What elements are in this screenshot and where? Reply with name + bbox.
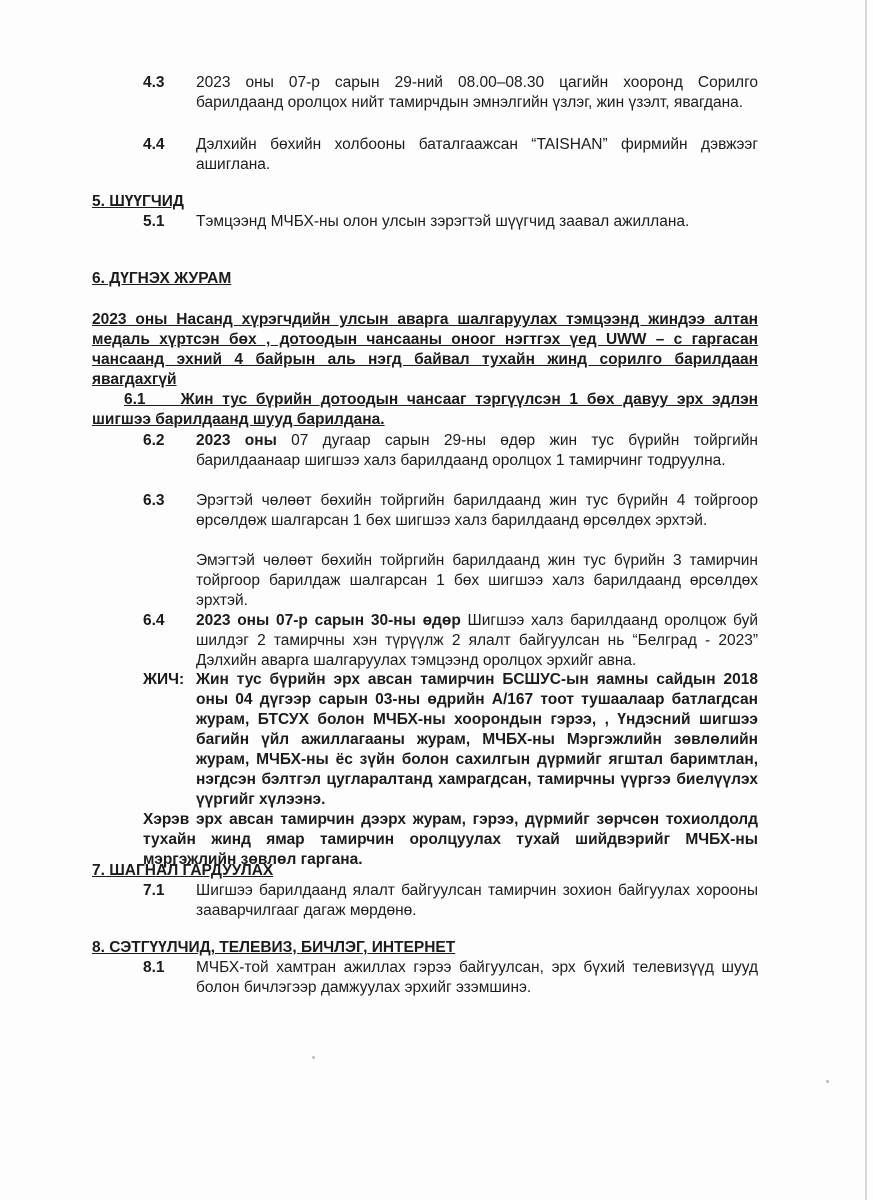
clause-text: Жин тус бүрийн дотоодын чансааг тэргүүлсэн 1 бөх давуу эрх эдлэн шигшээ барилдаанд шууд барилдана. [92,391,759,428]
clause-text: Шигшээ барилдаанд ялалт байгуулсан тамирчин зохион байгуулах хорооны зааварчилгааг дагаж мөрдөнө. [196,882,758,919]
scan-speck [312,1056,315,1059]
clause-text: Дэлхийн бөхийн холбооны баталгаажсан “TAISHAN” фирмийн дэвжээг ашиглана. [196,136,758,173]
clause-number: 6.2 [143,432,165,449]
clause-text-men: Эрэгтэй чөлөөт бөхийн тойргийн барилдаанд жин тус бүрийн 4 тойргоор өрсөлдөж шалгарсан 1 бөх шигшээ халз барилдаанд өрсөлдөх эрхтэй. [196,492,758,529]
clause-number: 4.3 [143,74,165,91]
date-bold: 2023 оны 07-р сарын 30-ны өдөр [196,612,461,629]
clause-text-rest: Шигшээ халз барилдаанд оролцож буй шилдэг 2 тамирчны хэн түрүүлж 2 ялалт байгуулсан нь “Белград - 2023” Дэлхийн аварга шалгаруулах тэмцээнд оролцох эрхийг авна. [196,612,758,669]
clause-6-1-body [92,390,758,430]
note-followup-text: Хэрэв эрх авсан тамирчин дээрх журам, гэрээ, дүрмийг зөрчсөн тохиолдолд тухайн жинд ямар тамирчин оролцуулах тухай шийдвэрийг МЧБХ-ны мэргэжлийн зөвлөл гаргана. [143,811,758,868]
clause-text: 2023 оны 07-р сарын 29-ний 08.00–08.30 цагийн хооронд Сорилго барилдаанд оролцох нийт тамирчдын эмнэлгийн үзлэг, жин үзэлт, явагдана. [196,74,758,111]
clause-number: 6.4 [143,612,165,629]
section-heading-7: 7. ШАГНАЛ ГАРДУУЛАХ [92,862,274,879]
clause-text-women: Эмэгтэй чөлөөт бөхийн тойргийн барилдаанд жин тус бүрийн 3 тамирчин тойргоор барилдаж шалгарсан 1 бөх шигшээ халз барилдаанд өрсөлдөх эрхтэй. [196,552,758,609]
clause-text: МЧБХ-той хамтран ажиллах гэрээ байгуулсан, эрх бүхий телевизүүд шууд болон бичлэгээр дамжуулах эрхийг эзэмшинэ. [196,959,758,996]
date-bold: 2023 оны [196,432,277,449]
clause-text-rest: 07 дугаар сарын 29-ны өдөр жин тус бүрийн тойргийн барилдаанаар шигшээ халз барилдаанд оролцох 1 тамирчинг тодруулна. [196,432,758,469]
note-text: Жин тус бүрийн эрх авсан тамирчин БСШУС-ын яамны сайдын 2018 оны 04 дүгээр сарын 03-ны өдрийн А/167 тоот тушаалаар батлагдсан журам, БТСУХ болон МЧБХ-ны хоорондын гэрээ, , Үндэсний шигшээ багийн үйл ажиллагааны журам, МЧБХ-ны Мэргэжлийн зөвлөлийн журам, МЧБХ-ны ёс зүйн болон сахилгын дүрмийг ягштал баримтлан, нэгдсэн бэлтгэл цугларалтанд хамрагдсан, тамирчны үүргээ биелүүлэх үүргийг хүлээнэ. [196,671,758,808]
clause-text [196,431,758,471]
clause-number: 5.1 [143,213,165,230]
clause-number: 7.1 [143,882,165,899]
note-label: ЖИЧ: [143,671,185,688]
clause-number: 4.4 [143,136,165,153]
clause-text: Тэмцээнд МЧБХ-ны олон улсын зэрэгтэй шүүгчид заавал ажиллана. [196,213,690,230]
clause-number: 6.3 [143,492,165,509]
section-heading-6: 6. ДҮГНЭХ ЖУРАМ [92,270,232,287]
page-edge [865,0,867,1200]
section-heading-5: 5. ШҮҮГЧИД [92,193,184,210]
section-heading-8: 8. СЭТГҮҮЛЧИД, ТЕЛЕВИЗ, БИЧЛЭГ, ИНТЕРНЕТ [92,939,456,956]
clause-number: 8.1 [143,959,165,976]
scan-speck [826,1080,829,1083]
clause-text [196,611,758,671]
clause-number: 6.1 [124,391,146,408]
section-6-intro: 2023 оны Насанд хүрэгчдийн улсын аварга шалгаруулах тэмцээнд жиндээ алтан медаль хүртсэн бөх , дотоодын чансааны оноог нэгтгэх үед UWW – с гаргасан чансаанд эхний 4 байрын аль нэгд байвал тухайн жинд сорилго барилдаан явагдахгүй [92,311,758,388]
